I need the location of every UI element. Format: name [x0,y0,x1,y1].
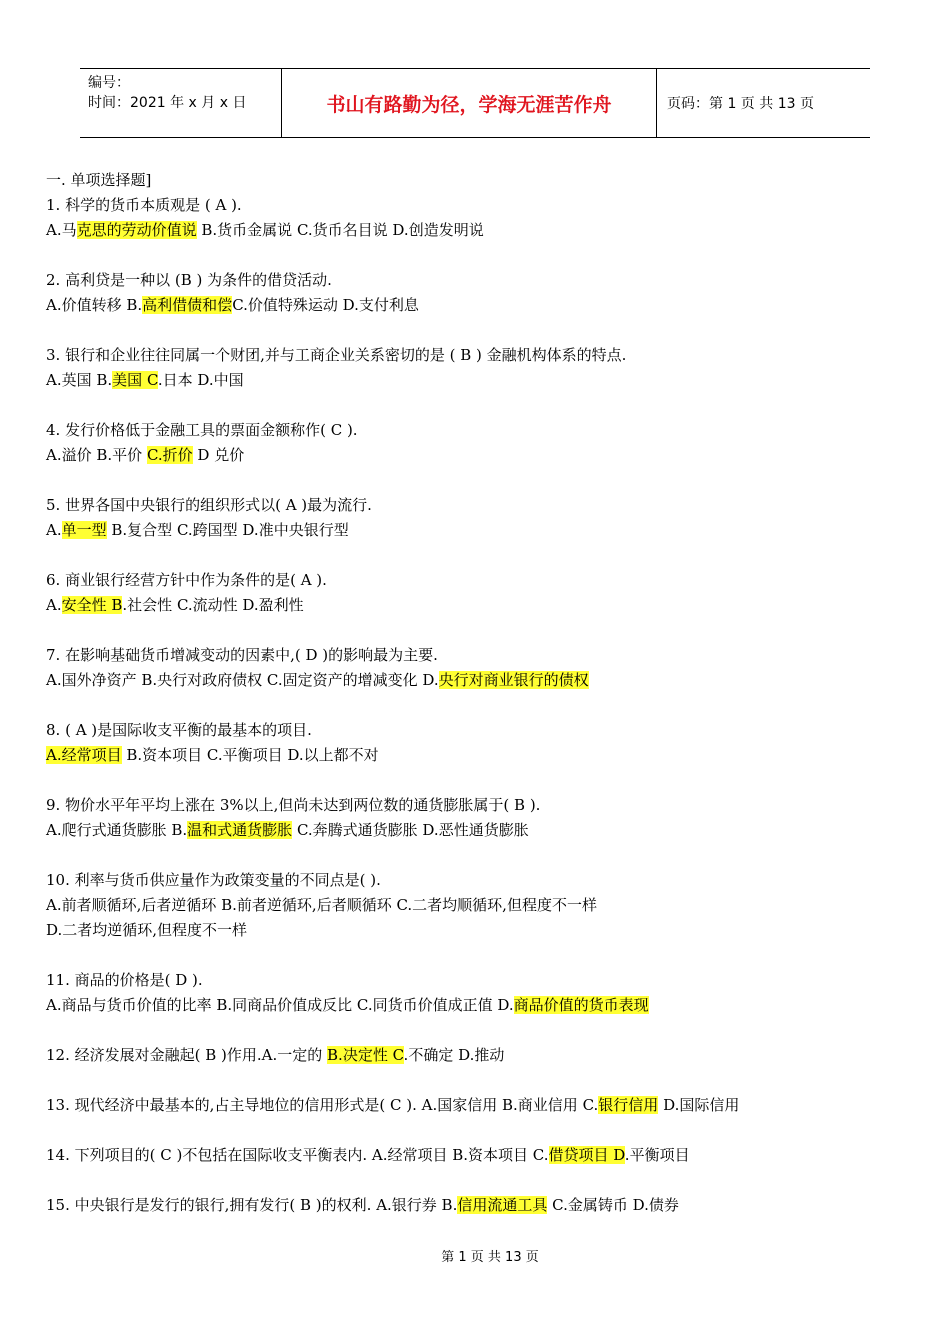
question-options [46,368,906,393]
date-text: 时间：2021 年 x 月 x 日 [88,95,247,111]
header-meta [80,69,282,137]
question-text: 4. 发行价格低于金融工具的票面金额称作( C ). [46,421,358,439]
question-text: 2. 高利贷是一种以 (B ) 为条件的借贷活动. [46,271,332,289]
question-options [46,893,906,918]
option-text: D 兑价 [192,446,245,464]
option-text: A.英国 B. [46,371,113,389]
footer-page-number: 第 1 页 共 13 页 [441,1250,539,1265]
highlighted-answer: 美国 C [112,371,158,389]
question-options [46,1193,906,1218]
option-text: A.爬行式通货膨胀 B. [46,821,188,839]
question-options [46,443,906,468]
question-text: 11. 商品的价格是( D ). [46,971,203,989]
option-text: .不确定 D.推动 [403,1046,505,1064]
highlighted-answer: 单一型 [61,521,107,539]
option-text: C.金属铸币 D.债券 [547,1196,679,1214]
question-text: 1. 科学的货币本质观是 ( A ). [46,196,242,214]
question-options [46,1143,906,1168]
question-text: 8. ( A )是国际收支平衡的最基本的项目. [46,721,312,739]
highlighted-answer: A.经常项目 [46,746,122,764]
section-title: 一. 单项选择题] [46,171,152,189]
question-text: 5. 世界各国中央银行的组织形式以( A )最为流行. [46,496,372,514]
question-text: 9. 物价水平年平均上涨在 3%以上,但尚未达到两位数的通货膨胀属于( B ). [46,796,541,814]
question-options [46,218,906,243]
option-text: A.溢价 B.平价 [46,446,147,464]
highlighted-answer: 高利借债和偿 [142,296,233,314]
option-text: D.国际信用 [658,1096,740,1114]
page-header [80,68,870,138]
question-text: 10. 利率与货币供应量作为政策变量的不同点是( ). [46,871,381,889]
option-text: C.价值特殊运动 D.支付利息 [232,296,419,314]
option-text: 15. 中央银行是发行的银行,拥有发行( B )的权利. A.银行券 B. [46,1196,458,1214]
question-text: 6. 商业银行经营方针中作为条件的是( A ). [46,571,327,589]
question-options [46,293,906,318]
option-text: A.马 [46,221,77,239]
highlighted-answer: 借贷项目 D [548,1146,625,1164]
spacer [46,1068,906,1093]
header-motto: 书山有路勤为径，学海无涯苦作舟 [282,69,657,137]
highlighted-answer: 安全性 B [61,596,123,614]
option-text: C.奔腾式通货膨胀 D.恶性通货膨胀 [292,821,529,839]
question-options [46,1093,906,1118]
question-options [46,668,906,693]
option-text: A.价值转移 B. [46,296,143,314]
spacer [46,243,906,268]
option-text: B.货币金属说 C.货币名目说 D.创造发明说 [196,221,484,239]
option-text: B.复合型 C.跨国型 D.准中央银行型 [106,521,349,539]
spacer [46,1018,906,1043]
spacer [46,318,906,343]
spacer [46,1168,906,1193]
header-page-info: 页码：第 1 页 共 13 页 [667,96,814,112]
spacer [46,543,906,568]
exam-content [46,168,906,1218]
spacer [46,768,906,793]
spacer [46,1118,906,1143]
spacer [46,843,906,868]
question-options [46,593,906,618]
option-text: .社会性 C.流动性 D.盈利性 [122,596,304,614]
highlighted-answer: 央行对商业银行的债权 [438,671,589,689]
highlighted-answer: C.折价 [146,446,193,464]
page-footer [0,1246,950,1265]
question-options [46,743,906,768]
highlighted-answer: 银行信用 [598,1096,659,1114]
highlighted-answer: 商品价值的货币表现 [513,996,649,1014]
option-text: 12. 经济发展对金融起( B )作用.A.一定的 [46,1046,328,1064]
spacer [46,393,906,418]
option-text: A.前者顺循环,后者逆循环 B.前者逆循环,后者顺循环 C.二者均顺循环,但程度不一样 [46,896,597,914]
option-text: .日本 D.中国 [157,371,244,389]
highlighted-answer: 温和式通货膨胀 [187,821,293,839]
highlighted-answer: 信用流通工具 [457,1196,548,1214]
option-text: A. [46,596,62,614]
option-text: .平衡项目 [624,1146,690,1164]
highlighted-answer: B.决定性 C [327,1046,404,1064]
option-text: A.商品与货币价值的比率 B.同商品价值成反比 C.同货币价值成正值 D. [46,996,514,1014]
number-label: 编号： [88,75,130,91]
option-text: B.资本项目 C.平衡项目 D.以上都不对 [121,746,379,764]
spacer [46,943,906,968]
question-options [46,1043,906,1068]
question-options [46,993,906,1018]
question-text: 3. 银行和企业往往同属一个财团,并与工商企业关系密切的是 ( B ) 金融机构体系的特点. [46,346,627,364]
question-options-continued: D.二者均逆循环,但程度不一样 [46,921,248,939]
spacer [46,693,906,718]
question-options [46,518,906,543]
question-list [46,193,906,1218]
option-text: A.国外净资产 B.央行对政府债权 C.固定资产的增减变化 D. [46,671,439,689]
option-text: 13. 现代经济中最基本的,占主导地位的信用形式是( C ). A.国家信用 B.商业信用 C. [46,1096,599,1114]
option-text: A. [46,521,62,539]
question-text: 7. 在影响基础货币增减变动的因素中,( D )的影响最为主要. [46,646,438,664]
spacer [46,468,906,493]
option-text: 14. 下列项目的( C )不包括在国际收支平衡表内. A.经常项目 B.资本项目 C. [46,1146,549,1164]
highlighted-answer: 克思的劳动价值说 [76,221,197,239]
question-options [46,818,906,843]
spacer [46,618,906,643]
